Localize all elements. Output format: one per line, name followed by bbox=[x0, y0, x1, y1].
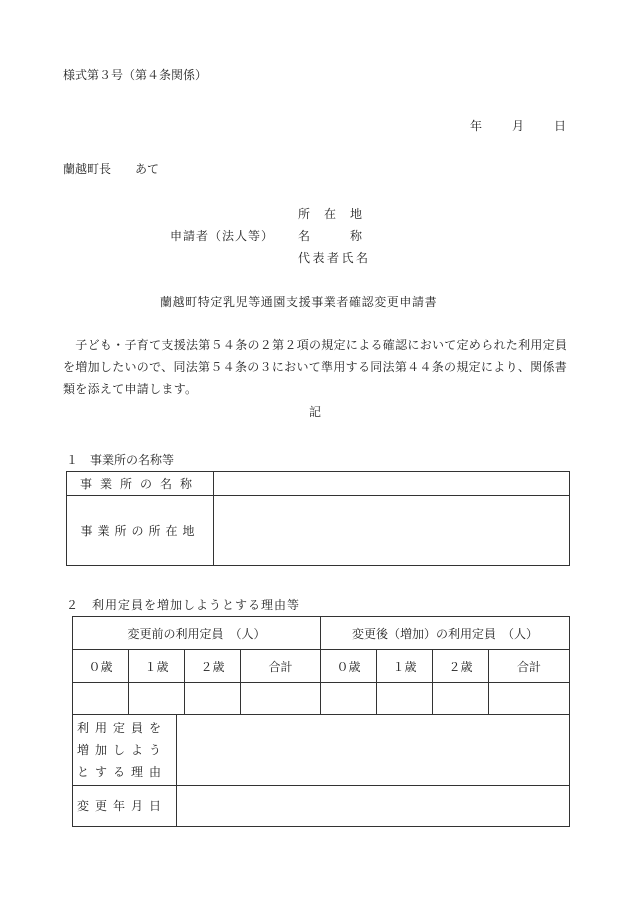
date-month: 月 bbox=[512, 119, 525, 133]
facility-table bbox=[66, 471, 570, 566]
reason-table bbox=[72, 714, 570, 827]
section2-heading: ２ 利用定員を増加しようとする理由等 bbox=[66, 598, 301, 612]
before-age1-header: １歳 bbox=[129, 650, 185, 683]
date-year: 年 bbox=[470, 119, 483, 133]
addressee: 蘭越町長 あて bbox=[63, 162, 160, 176]
before-capacity-header: 変更前の利用定員 （人） bbox=[73, 617, 321, 650]
reason-field[interactable] bbox=[177, 715, 570, 786]
applicant-label: 申請者（法人等） bbox=[170, 229, 275, 243]
after-age1-field[interactable] bbox=[377, 683, 433, 715]
before-age2-field[interactable] bbox=[185, 683, 241, 715]
body-text: 子ども・子育て支援法第５４条の２第２項の規定による確認において定められた利用定員を増加したいので、同法第５４条の３において準用する同法第４４条の規定により、関係書類を添えて申請します。 bbox=[63, 338, 568, 396]
facility-address-label: 事業所の所在地 bbox=[67, 496, 214, 566]
capacity-table bbox=[72, 616, 570, 715]
before-age2-header: ２歳 bbox=[185, 650, 241, 683]
after-age2-field[interactable] bbox=[433, 683, 489, 715]
ki-label: 記 bbox=[309, 405, 322, 419]
facility-name-label: 事業所の名称 bbox=[67, 472, 214, 496]
after-age1-header: １歳 bbox=[377, 650, 433, 683]
facility-name-field[interactable] bbox=[214, 472, 570, 496]
facility-address-field[interactable] bbox=[214, 496, 570, 566]
change-date-label: 変更年月日 bbox=[73, 786, 177, 827]
document-title: 蘭越町特定乳児等通園支援事業者確認変更申請書 bbox=[160, 295, 438, 309]
before-age0-field[interactable] bbox=[73, 683, 129, 715]
change-date-field[interactable] bbox=[177, 786, 570, 827]
after-age0-header: ０歳 bbox=[321, 650, 377, 683]
after-total-header: 合計 bbox=[489, 650, 570, 683]
applicant-representative-label: 代表者氏名 bbox=[298, 251, 371, 265]
applicant-location-label: 所 在 地 bbox=[298, 207, 364, 221]
before-total-header: 合計 bbox=[241, 650, 321, 683]
after-age2-header: ２歳 bbox=[433, 650, 489, 683]
before-total-field[interactable] bbox=[241, 683, 321, 715]
after-capacity-header: 変更後（増加）の利用定員 （人） bbox=[321, 617, 570, 650]
after-total-field[interactable] bbox=[489, 683, 570, 715]
section1-heading: １ 事業所の名称等 bbox=[66, 453, 175, 467]
date-day: 日 bbox=[554, 119, 567, 133]
applicant-name-label: 名 称 bbox=[298, 229, 364, 243]
after-age0-field[interactable] bbox=[321, 683, 377, 715]
before-age1-field[interactable] bbox=[129, 683, 185, 715]
before-age0-header: ０歳 bbox=[73, 650, 129, 683]
form-number: 様式第３号（第４条関係） bbox=[63, 68, 208, 82]
reason-label: 利用定員を増加しようとする理由 bbox=[73, 715, 177, 786]
